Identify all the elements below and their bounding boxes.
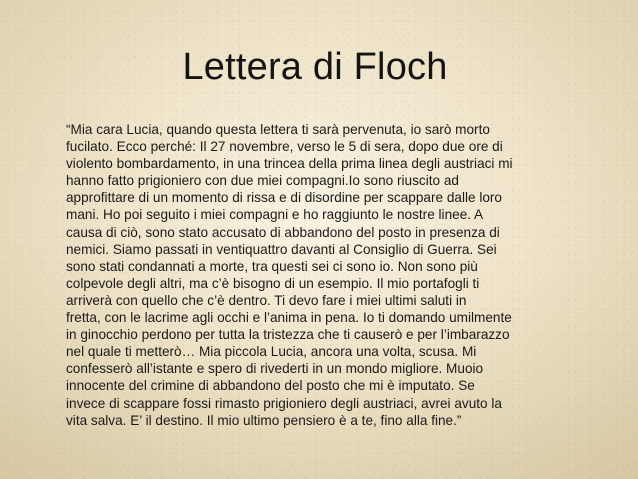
letter-line: arriverà con quello che c’è dentro. Ti devo fare i miei ultimi saluti in <box>66 292 467 308</box>
letter-line: nemici. Siamo passati in ventiquattro davanti al Consiglio di Guerra. Sei <box>66 241 497 257</box>
letter-line: nel quale ti metterò… Mia piccola Lucia, ancora una volta, scusa. Mi <box>66 344 477 360</box>
letter-line: violento bombardamento, in una trincea della prima linea degli austriaci mi <box>66 156 513 172</box>
letter-line: invece di scappare fossi rimasto prigioniero degli austriaci, avrei avuto la <box>66 395 502 411</box>
letter-line: causa di ciò, sono stato accusato di abbandono del posto in presenza di <box>66 224 500 240</box>
slide-title-text: Lettera di Floch <box>182 46 448 88</box>
letter-line: fretta, con le lacrime agli occhi e l’anima in pena. Io ti domando umilmente <box>66 310 512 326</box>
letter-line: “Mia cara Lucia, quando questa lettera ti sarà pervenuta, io sarò morto <box>66 122 490 137</box>
letter-line: approfittare di un momento di rissa e di disordine per scappare dalle loro <box>66 190 502 206</box>
letter-line: vita salva. E’ il destino. Il mio ultimo pensiero è a te, fino alla fine.” <box>66 412 462 428</box>
letter-line: mani. Ho poi seguito i miei compagni e ho raggiunto le nostre linee. A <box>66 207 484 223</box>
letter-line: fucilato. Ecco perché: Il 27 novembre, verso le 5 di sera, dopo due ore di <box>66 139 503 155</box>
letter-line: hanno fatto prigioniero con due miei compagni.Io sono riuscito ad <box>66 173 459 189</box>
letter-line: innocente del crimine di abbandono del posto che mi è imputato. Se <box>66 378 475 394</box>
letter-line: in ginocchio perdono per tutta la tristezza che ti causerò e per l’imbarazzo <box>66 327 510 343</box>
letter-body <box>66 121 576 429</box>
slide-title <box>0 46 638 89</box>
letter-line: sono stati condannati a morte, tra questi sei ci sono io. Non sono più <box>66 258 478 274</box>
letter-line: confesserò all’istante e spero di rivederti in un mondo migliore. Muoio <box>66 361 484 377</box>
letter-line: colpevole degli altri, ma c’è bisogno di un esempio. Il mio portafogli ti <box>66 275 480 291</box>
